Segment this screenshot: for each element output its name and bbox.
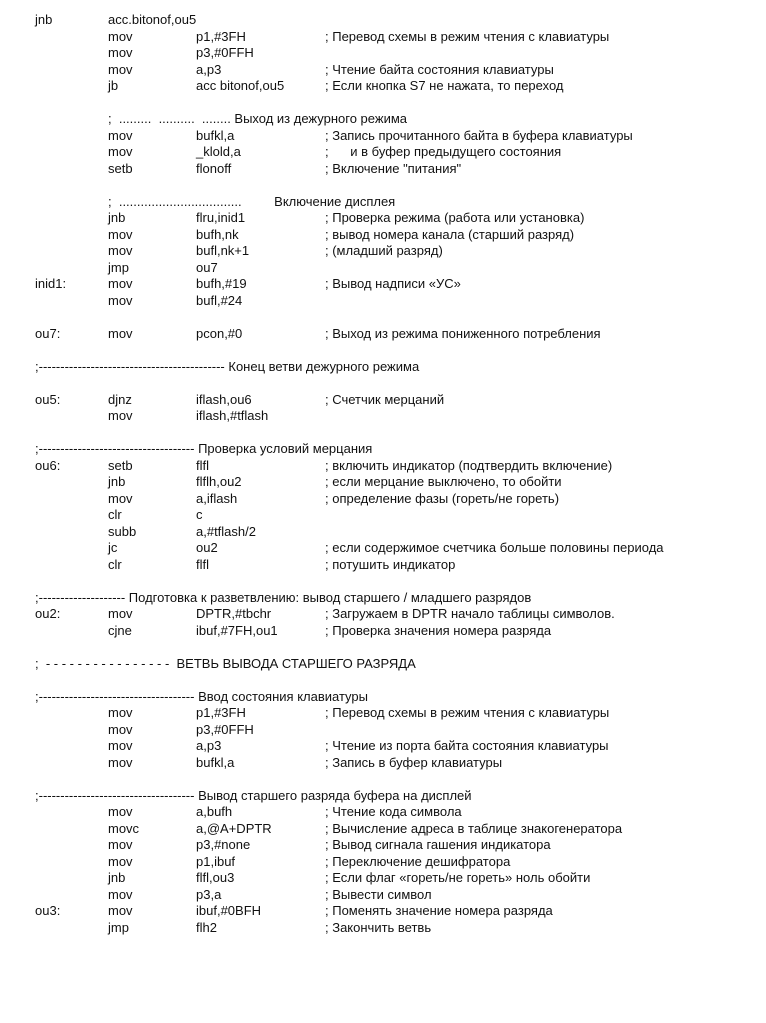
separator-heading	[0, 590, 766, 606]
line-mnemonic: mov	[108, 325, 133, 341]
line-comment: ; Чтение кода символа	[325, 804, 462, 819]
line-mnemonic: mov	[108, 837, 133, 852]
line-label: ou2:	[35, 606, 61, 621]
line-operands: flfl	[196, 457, 209, 473]
line-comment: ; Вывод сигнала гашения индикатора	[325, 837, 551, 852]
line-comment: ; вывод номера канала (старший разряд)	[325, 226, 575, 242]
separator-heading	[0, 359, 766, 375]
line-comment: ; Поменять значение номера разряда	[325, 903, 553, 918]
line-operands: a,p3	[196, 738, 222, 753]
line-operands: flonoff	[196, 160, 232, 176]
code-line	[0, 507, 766, 523]
line-mnemonic: mov	[108, 903, 133, 918]
code-line	[0, 755, 766, 771]
blank-line	[0, 95, 766, 111]
code-line	[0, 458, 766, 474]
line-operands: bufl,#24	[196, 292, 243, 308]
code-line	[0, 62, 766, 78]
line-operands: flfl,ou3	[196, 870, 235, 885]
line-mnemonic: mov	[108, 738, 133, 753]
line-comment: ; если мерцание выключено, то обойти	[325, 474, 562, 489]
line-comment: ; Вывести символ	[325, 886, 432, 902]
code-line	[0, 887, 766, 903]
blank-line	[0, 639, 766, 655]
code-line	[0, 78, 766, 94]
line-mnemonic: djnz	[108, 391, 132, 407]
line-mnemonic: acc.bitonof,ou5	[108, 12, 197, 27]
code-line	[0, 408, 766, 424]
line-label: ou6:	[35, 457, 61, 473]
line-operands: iflash,#tflash	[196, 408, 269, 423]
line-mnemonic: jb	[108, 78, 119, 93]
line-mnemonic: mov	[108, 754, 133, 770]
line-mnemonic: jc	[108, 540, 118, 555]
code-line	[0, 161, 766, 177]
separator-heading	[0, 441, 766, 457]
line-mnemonic: clr	[108, 556, 122, 572]
blank-line	[0, 375, 766, 391]
line-mnemonic: movc	[108, 820, 140, 836]
separator-heading	[0, 656, 766, 672]
code-line	[0, 210, 766, 226]
code-line	[0, 705, 766, 721]
line-comment: ; Включение "питания"	[325, 160, 462, 176]
line-comment: ; Проверка значения номера разряда	[325, 622, 552, 638]
line-operands: p1,#3FH	[196, 28, 246, 44]
line-operands: p3,#0FFH	[196, 721, 254, 737]
line-comment: ; Чтение байта состояния клавиатуры	[325, 61, 554, 77]
line-operands: flh2	[196, 919, 217, 935]
line-operands: p3,#0FFH	[196, 45, 254, 60]
line-comment: ; Перевод схемы в режим чтения с клавиатуры	[325, 28, 610, 44]
line-comment: ; и в буфер предыдущего состояния	[325, 144, 562, 159]
line-comment: ; если содержимое счетчика больше половины периода	[325, 540, 664, 555]
line-comment: ; Если кнопка S7 не нажата, то переход	[325, 78, 564, 93]
blank-line	[0, 309, 766, 325]
heading-text: ;------------------------------------ Вывод старшего разряда буфера на дисплей	[35, 787, 472, 803]
line-mnemonic: jnb	[108, 474, 126, 489]
code-line	[0, 29, 766, 45]
line-comment: ; Запись прочитанного байта в буфера клавиатуры	[325, 127, 633, 143]
heading-text: ; .................................. Включение дисплея	[108, 193, 396, 209]
code-line	[0, 326, 766, 342]
line-comment: ; потушить индикатор	[325, 556, 456, 572]
code-line	[0, 903, 766, 919]
line-operands: bufh,nk	[196, 226, 239, 242]
code-line	[0, 854, 766, 870]
line-mnemonic: mov	[108, 721, 133, 737]
line-mnemonic: mov	[108, 226, 133, 242]
code-line	[0, 821, 766, 837]
blank-line	[0, 177, 766, 193]
line-operands: a,p3	[196, 61, 222, 77]
code-line	[0, 128, 766, 144]
line-operands: ou2	[196, 540, 218, 555]
line-comment: ; Вывод надписи «УС»	[325, 276, 461, 291]
code-line	[0, 474, 766, 490]
code-line	[0, 870, 766, 886]
line-operands: ibuf,#0BFH	[196, 903, 262, 918]
line-operands: p3,#none	[196, 837, 251, 852]
line-comment: ; Вычисление адреса в таблице знакогенератора	[325, 820, 623, 836]
line-operands: a,#tflash/2	[196, 523, 256, 539]
line-comment: ; Выход из режима пониженного потребления	[325, 325, 601, 341]
line-mnemonic: jmp	[108, 919, 129, 935]
line-operands: p1,ibuf	[196, 853, 236, 869]
line-comment: ; (младший разряд)	[325, 243, 443, 258]
code-line	[0, 227, 766, 243]
code-line	[0, 722, 766, 738]
line-operands: p1,#3FH	[196, 705, 246, 720]
line-comment: ; Запись в буфер клавиатуры	[325, 754, 503, 770]
section-heading	[0, 111, 766, 127]
code-line	[0, 144, 766, 160]
line-label: ou5:	[35, 391, 61, 407]
line-operands: bufh,#19	[196, 276, 247, 291]
line-comment: ; Если флаг «гореть/не гореть» ноль обойти	[325, 870, 591, 885]
line-mnemonic: subb	[108, 523, 137, 539]
heading-text: ;------------------------------------------- Конец ветви дежурного режима	[35, 358, 420, 374]
line-comment: ; Перевод схемы в режим чтения с клавиатуры	[325, 705, 610, 720]
code-line	[0, 293, 766, 309]
line-operands: _klold,a	[196, 144, 241, 159]
line-mnemonic: mov	[108, 292, 133, 308]
line-mnemonic: jnb	[108, 870, 126, 885]
code-line	[0, 392, 766, 408]
line-label: inid1:	[35, 276, 67, 291]
line-operands: bufl,nk+1	[196, 243, 250, 258]
line-mnemonic: clr	[108, 507, 122, 522]
line-mnemonic: mov	[108, 276, 133, 291]
code-line	[0, 45, 766, 61]
line-mnemonic: mov	[108, 127, 133, 143]
line-operands: DPTR,#tbchr	[196, 606, 272, 621]
code-line	[0, 540, 766, 556]
line-mnemonic: cjne	[108, 622, 132, 638]
blank-line	[0, 771, 766, 787]
line-operands: acc bitonof,ou5	[196, 78, 285, 93]
line-comment: ; Загружаем в DPTR начало таблицы символов.	[325, 606, 615, 621]
heading-text: ; - - - - - - - - - - - - - - - - ВЕТВЬ ВЫВОДА СТАРШЕГО РАЗРЯДА	[35, 655, 416, 671]
line-mnemonic: mov	[108, 45, 133, 60]
line-label: ou3:	[35, 903, 61, 918]
line-operands: iflash,ou6	[196, 391, 252, 407]
line-mnemonic: setb	[108, 160, 133, 176]
line-operands: flru,inid1	[196, 210, 246, 225]
line-operands: a,@A+DPTR	[196, 820, 272, 836]
line-mnemonic: mov	[108, 705, 133, 720]
code-line	[0, 260, 766, 276]
line-mnemonic: mov	[108, 28, 133, 44]
blank-line	[0, 573, 766, 589]
blank-line	[0, 672, 766, 688]
heading-text: ;------------------------------------ Ввод состояния клавиатуры	[35, 688, 368, 704]
line-mnemonic: mov	[108, 243, 133, 258]
line-mnemonic: mov	[108, 61, 133, 77]
line-operands: c	[196, 507, 203, 522]
code-line	[0, 837, 766, 853]
code-line	[0, 738, 766, 754]
code-line	[0, 276, 766, 292]
line-mnemonic: mov	[108, 853, 133, 869]
blank-line	[0, 425, 766, 441]
line-comment: ; Счетчик мерцаний	[325, 391, 445, 407]
line-mnemonic: mov	[108, 886, 133, 902]
line-operands: a,iflash	[196, 490, 238, 506]
line-mnemonic: mov	[108, 144, 133, 159]
line-operands: bufkl,a	[196, 127, 235, 143]
line-mnemonic: setb	[108, 457, 133, 473]
line-mnemonic: mov	[108, 490, 133, 506]
section-heading	[0, 194, 766, 210]
line-comment: ; Чтение из порта байта состояния клавиатуры	[325, 738, 609, 753]
line-operands: pcon,#0	[196, 325, 243, 341]
heading-text: ; ......... .......... ........ Выход из дежурного режима	[108, 111, 407, 126]
blank-line	[0, 342, 766, 358]
line-operands: flflh,ou2	[196, 474, 242, 489]
line-mnemonic: jmp	[108, 259, 129, 275]
separator-heading	[0, 689, 766, 705]
code-line	[0, 12, 766, 28]
code-line	[0, 491, 766, 507]
code-line	[0, 920, 766, 936]
code-line	[0, 524, 766, 540]
code-line	[0, 804, 766, 820]
code-line	[0, 606, 766, 622]
heading-text: ;-------------------- Подготовка к разветвлению: вывод старшего / младшего разрядов	[35, 589, 532, 605]
code-line	[0, 557, 766, 573]
separator-heading	[0, 788, 766, 804]
line-mnemonic: mov	[108, 804, 133, 819]
line-comment: ; включить индикатор (подтвердить включение)	[325, 457, 613, 473]
line-label: ou7:	[35, 325, 61, 341]
line-label: jnb	[35, 12, 53, 27]
line-comment: ; Проверка режима (работа или установка)	[325, 210, 585, 225]
line-operands: bufkl,a	[196, 754, 235, 770]
line-comment: ; Закончить ветвь	[325, 919, 432, 935]
code-line	[0, 243, 766, 259]
line-operands: flfl	[196, 556, 209, 572]
line-mnemonic: mov	[108, 408, 133, 423]
heading-text: ;------------------------------------ Проверка условий мерцания	[35, 441, 373, 456]
line-operands: p3,a	[196, 886, 222, 902]
code-line	[0, 623, 766, 639]
line-comment: ; Переключение дешифратора	[325, 853, 511, 869]
line-comment: ; определение фазы (гореть/не гореть)	[325, 490, 560, 506]
line-operands: a,bufh	[196, 804, 233, 819]
line-mnemonic: jnb	[108, 210, 126, 225]
line-operands: ou7	[196, 259, 218, 275]
line-operands: ibuf,#7FH,ou1	[196, 622, 278, 638]
line-mnemonic: mov	[108, 606, 133, 621]
